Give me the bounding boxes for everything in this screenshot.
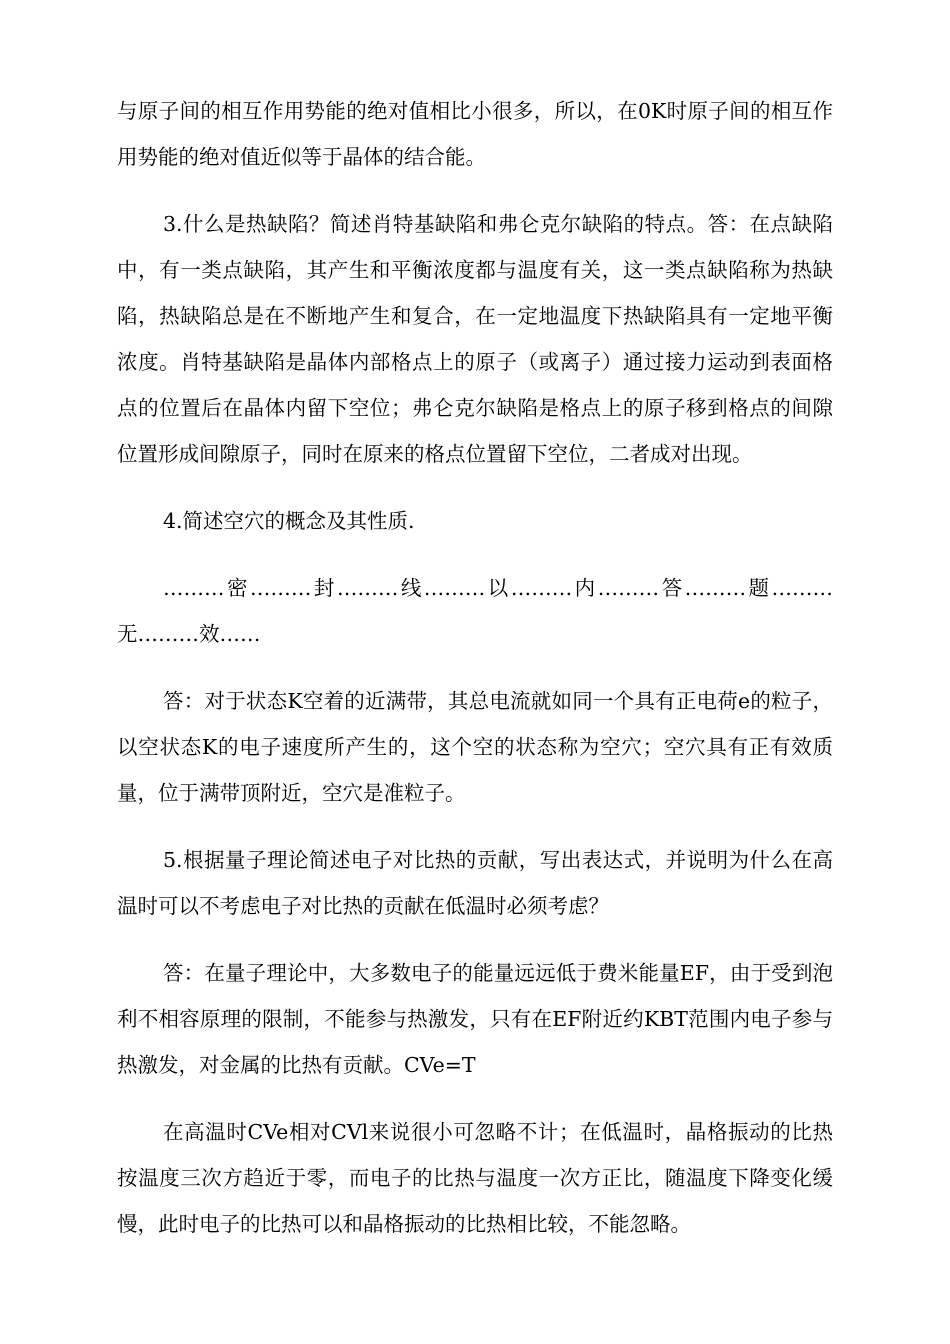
paragraph-answer-5: 答：在量子理论中，大多数电子的能量远远低于费米能量EF，由于受到泡利不相容原理的限制，不能参与热激发，只有在EF附近约KBT范围内电子参与热激发，对金属的比热有贡献。CVe=T xyxy=(117,961,833,1077)
paragraph-continuation: 与原子间的相互作用势能的绝对值相比小很多，所以，在0K时原子间的相互作用势能的绝对值近似等于晶体的结合能。 xyxy=(117,99,833,169)
document-page xyxy=(117,88,833,1268)
paragraph-question-3: 3.什么是热缺陷？简述肖特基缺陷和弗仑克尔缺陷的特点。答：在点缺陷中，有一类点缺陷，其产生和平衡浓度都与温度有关，这一类点缺陷称为热缺陷，热缺陷总是在不断地产生和复合，在一定地温度下热缺陷具有一定地平衡浓度。肖特基缺陷是晶体内部格点上的原子（或离子）通过接力运动到表面格点的位置后在晶体内留下空位；弗仑克尔缺陷是格点上的原子移到格点的间隙位置形成间隙原子，同时在原来的格点位置留下空位，二者成对出现。 xyxy=(117,212,833,466)
seal-line-notice: ………密………封………线………以………内………答………题………无………效…… xyxy=(117,576,833,646)
paragraph-question-4: 4.简述空穴的概念及其性质. xyxy=(163,509,415,533)
paragraph-answer-5-continued: 在高温时CVe相对CVl来说很小可忽略不计；在低温时，晶格振动的比热按温度三次方趋近于零，而电子的比热与温度一次方正比，随温度下降变化缓慢，此时电子的比热可以和晶格振动的比热相比较，不能忽略。 xyxy=(117,1120,833,1236)
paragraph-question-5: 5.根据量子理论简述电子对比热的贡献，写出表达式，并说明为什么在高温时可以不考虑电子对比热的贡献在低温时必须考虑？ xyxy=(117,848,833,918)
paragraph-answer-4: 答：对于状态K空着的近满带，其总电流就如同一个具有正电荷e的粒子，以空状态K的电子速度所产生的，这个空的状态称为空穴；空穴具有正有效质量，位于满带顶附近，空穴是准粒子。 xyxy=(117,689,833,805)
